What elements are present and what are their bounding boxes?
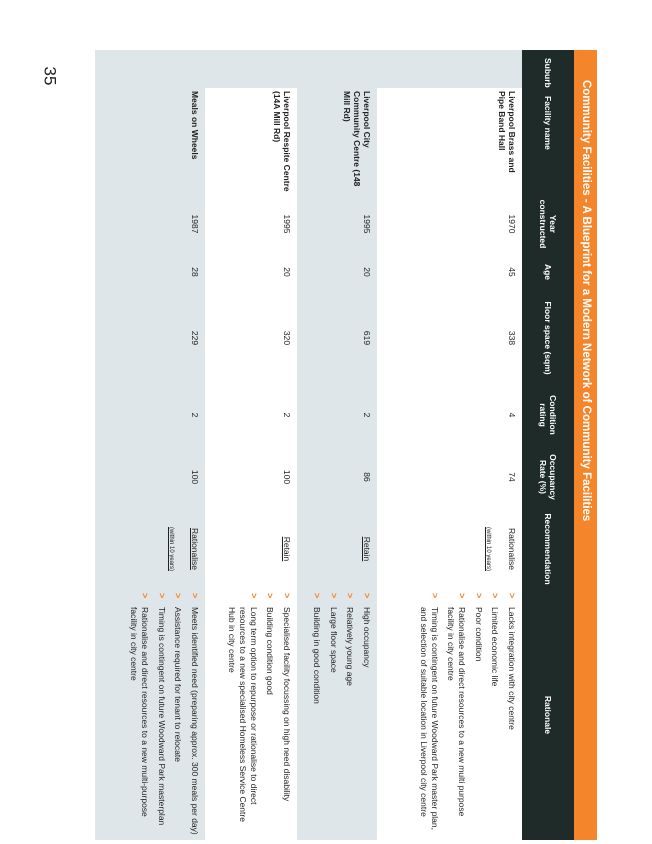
table-row [205, 50, 297, 840]
page-number: 35 [40, 66, 60, 86]
rationale-text: Timing is contingent on future Woodward Park masterplan [156, 607, 167, 826]
floor-space: 320 [282, 330, 292, 346]
recommendation-note: (within 10 years) [485, 526, 491, 571]
year-constructed: 1995 [282, 214, 292, 234]
header-year-constructed: Year constructed [522, 196, 574, 252]
rationale-text: Rationalise and direct resources to a new multi purpose facility in city centre [446, 607, 468, 817]
chevron-right-icon: > [140, 593, 151, 599]
header-floor-space: Floor space (sqm) [522, 292, 574, 384]
rationale-item [361, 593, 372, 837]
chevron-right-icon: > [429, 593, 440, 599]
rationale-item [490, 593, 501, 837]
chevron-right-icon: > [282, 593, 292, 599]
rotated-page-content [57, 50, 597, 840]
chevron-right-icon: > [173, 593, 184, 599]
rationale-text: Limited economic life [490, 607, 501, 687]
rationale-text: Building condition good [265, 607, 276, 695]
header-age: Age [522, 252, 574, 292]
rationale-text: Specialised facility focussing on high need disability [282, 607, 292, 802]
rationale-text: Long term option to repurpose or rationalise to direct resources to a new specialised Homeless Service Centre Hub in city centre [227, 607, 259, 822]
rationale-item [156, 593, 167, 837]
recommendation [377, 508, 522, 590]
rationale-item [312, 593, 323, 837]
facility-name: Liverpool Brass and Pipe Band Hall [497, 91, 517, 173]
occupancy-rate: 100 [95, 446, 205, 508]
chevron-right-icon: > [457, 593, 468, 599]
age: 28 [95, 252, 205, 292]
rationale [297, 590, 377, 840]
rationale-text: Meets identified need (preparing approx. 300 meals per day) [190, 607, 200, 835]
header-condition-rating: Condition rating [522, 384, 574, 446]
rationale-list [419, 593, 517, 837]
rationale-text: Timing is contingent on future Woodward Park master plan, and selection of suitable location in Liverpool city centre [419, 607, 440, 830]
year-constructed: 1995 [297, 196, 377, 252]
floor-space: 619 [297, 292, 377, 384]
chevron-right-icon: > [490, 593, 501, 599]
floor-space: 338 [507, 330, 517, 346]
age: 45 [507, 267, 517, 277]
facility-name: Meals on Wheels [95, 88, 205, 196]
condition-rating: 2 [297, 384, 377, 446]
recommendation [205, 508, 297, 590]
chevron-right-icon: > [473, 593, 484, 599]
chevron-right-icon: > [328, 593, 339, 599]
header-suburb: Suburb [522, 50, 574, 88]
rationale-item [189, 593, 200, 837]
chevron-right-icon: > [312, 593, 323, 599]
rationale-item [227, 593, 259, 837]
table-row [297, 50, 377, 840]
rationale-item [328, 593, 339, 837]
year-constructed: 1970 [507, 214, 517, 234]
rationale-item [419, 593, 440, 837]
floor-space: 229 [95, 292, 205, 384]
recommendation-label: Retain [282, 536, 292, 562]
age: 20 [282, 267, 292, 277]
rationale-text: Poor condition [473, 607, 484, 662]
header-recommendation: Recommendation [522, 508, 574, 590]
rationale-text: Assistance required for tenant to relocate [173, 607, 184, 762]
rationale-text: Lacks integration with city centre [507, 607, 517, 730]
rationale-item [506, 593, 517, 837]
occupancy-rate: 74 [507, 472, 517, 482]
table-row [377, 50, 522, 840]
occupancy-rate: 100 [282, 469, 292, 485]
rationale-item [446, 593, 467, 837]
recommendation-label: Rationalise [507, 527, 517, 571]
recommendation-label: Retain [362, 536, 372, 562]
rationale-list [129, 593, 200, 837]
rationale-text: Large floor space [328, 607, 339, 673]
rationale-item [473, 593, 484, 837]
recommendation-label: Rationalise [190, 527, 200, 571]
table-header-row [522, 50, 574, 840]
chevron-right-icon: > [507, 593, 517, 599]
rationale-text: Building in good condition [312, 607, 323, 704]
rationale-text: Rationalise and direct resources to a new multi-purpose facility in city centre [129, 607, 151, 817]
header-rationale: Rationale [522, 590, 574, 840]
condition-rating: 2 [95, 384, 205, 446]
facility-name: Liverpool Respite Centre (14A Mill Rd) [272, 91, 292, 192]
rationale-list [227, 593, 292, 837]
rationale-item [265, 593, 276, 837]
age: 20 [297, 252, 377, 292]
header-occupancy-rate: Occupancy Rate (%) [522, 446, 574, 508]
chevron-right-icon: > [265, 593, 276, 599]
rationale [205, 590, 297, 840]
recommendation-note: (within 10 years) [168, 526, 174, 571]
year-constructed: 1987 [95, 196, 205, 252]
rationale-text: Relatively young age [345, 607, 356, 686]
document-title: Community Facilities - A Blueprint for a Modern Network of Community Facilities [574, 50, 597, 840]
chevron-right-icon: > [190, 593, 200, 599]
facilities-table [95, 50, 574, 840]
condition-rating: 4 [507, 412, 517, 418]
rationale-list [312, 593, 373, 837]
chevron-right-icon: > [345, 593, 356, 599]
rationale [377, 590, 522, 840]
rationale [95, 590, 205, 840]
recommendation [95, 508, 205, 590]
rationale-item [345, 593, 356, 837]
chevron-right-icon: > [156, 593, 167, 599]
suburb-cell [95, 50, 522, 88]
table-row [95, 50, 205, 840]
rationale-text: High occupancy [362, 607, 372, 668]
occupancy-rate: 86 [297, 446, 377, 508]
condition-rating: 2 [282, 412, 292, 418]
recommendation [297, 508, 377, 590]
header-facility-name: Facility name [522, 88, 574, 196]
rationale-item [129, 593, 150, 837]
rationale-item [281, 593, 292, 837]
chevron-right-icon: > [248, 593, 259, 599]
rationale-item [173, 593, 184, 837]
facility-name: Liverpool City Community Centre (148 Mill Rd) [297, 88, 377, 196]
chevron-right-icon: > [362, 593, 372, 599]
